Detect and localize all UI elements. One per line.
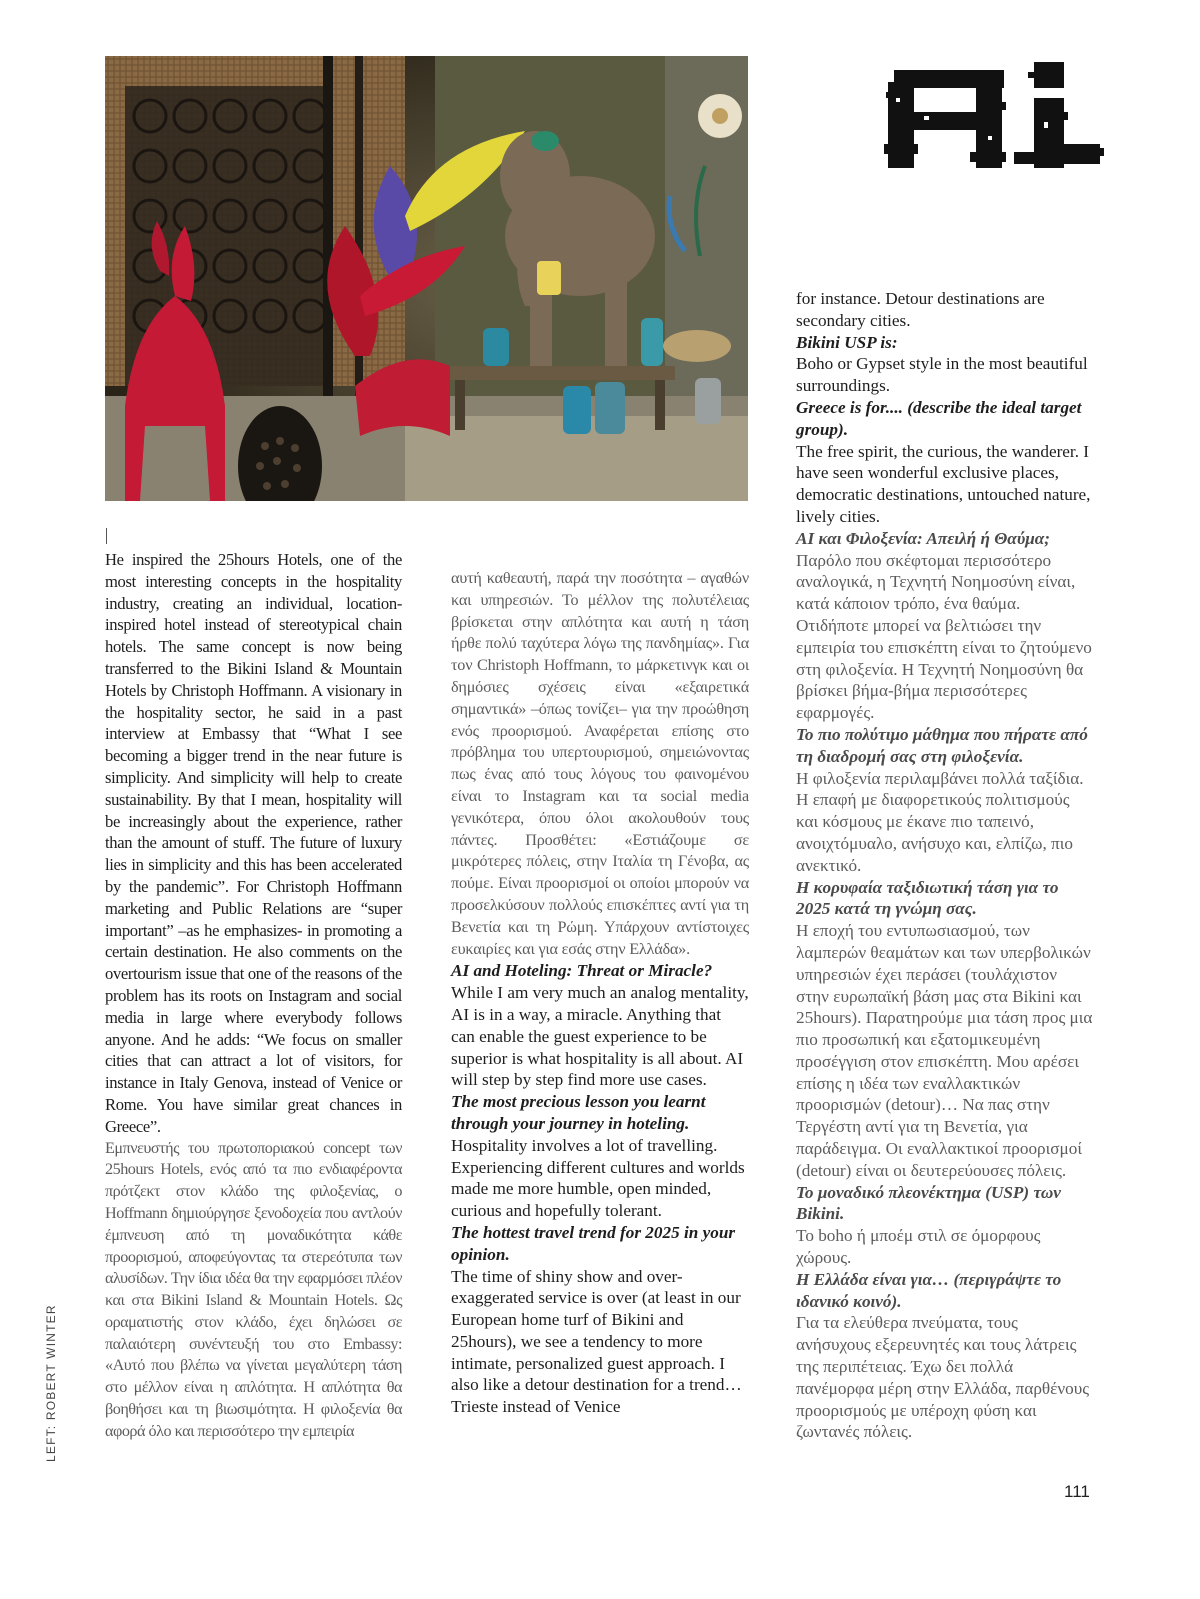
answer-travel-trend-continued: for instance. Detour destinations are secondary cities.	[796, 289, 1045, 330]
ai-logo-icon	[884, 52, 1106, 172]
greek-question-trend: Η κορυφαία ταξιδιωτική τάση για το 2025 κατά τη γνώμη σας.	[796, 877, 1059, 919]
answer-ai-hoteling: While I am very much an analog mentality, AI is in a way, a miracle. Anything that can enable the guest experience to be superior is what hospitality is all about. AI will step by step find more use cases.	[451, 983, 749, 1090]
col1-english-paragraph: He inspired the 25hours Hotels, one of the most interesting concepts in the hospitality industry, creating an individual, location-inspired hotel instead of stereotypical chain hotels. The same concept is now being transferred to the Bikini Island & Mountain Hotels by Christoph Hoffmann. A visionary in the hospitality sector, he said in a past interview at Embassy that “What I see becoming a bigger trend in the near future is simplicity. And simplicity will help to create sustainability. By that I mean, hospitality will be increasingly about the experience, rather than the amount of stuff. The future of luxury lies in simplicity and this has been accelerated by the pandemic”. For Christoph Hoffmann marketing and Public Relations are “super important” –as he emphasizes- in promoting a certain destination. He also comments on the overtourism issue that one of the reasons of the problem has its roots on Instagram and social media in large where everybody follows anyone. And he adds: “We focus on smaller cities that can attract a lot of visitors, for instance in Italy Genova, instead of Venice or Rome. You have similar great chances in Greece”.	[105, 550, 402, 1136]
greek-answer-greece: Για τα ελεύθερα πνεύματα, τους ανήσυχους εξερευνητές και τους λάτρεις της περιπέτειας. Έχω δει πολλά πανέμορφα μέρη στην Ελλάδα, παρθένους προορισμούς με υπέροχη φύση και ζωντανές πόλεις.	[796, 1313, 1090, 1442]
greek-answer-lesson: Η φιλοξενία περιλαμβάνει πολλά ταξίδια. Η επαφή με διαφορετικούς πολιτισμούς και κόσμους με έκανε πιο ταπεινό, ανοιχτόμυαλο, ανήσυχο και, ελπίζω, πιο ανεκτικό.	[796, 768, 1084, 875]
question-precious-lesson: The most precious lesson you learnt through your journey in hoteling.	[451, 1092, 706, 1133]
col1-greek-paragraph: Εμπνευστής του πρωτοποριακού concept των 25hours Hotels, ενός από τα πιο ενδιαφέροντα πρότζεκτ στον κλάδο της φιλοξενίας, ο Hoffmann δημιούργησε ξενοδοχεία που αντλούν έμπνευση από τη μοναδικότητα κάθε προορισμού, αποφεύγοντας τα στερεότυπα των αλυσίδων. Την ίδια ιδέα θα την εφαρμόσει πλέον και στα Bikini Island & Mountain Hotels. Ως οραματιστής στον κλάδο, έχει δηλώσει σε παλαιότερη συνέντευξή του στο Embassy: «Αυτό που βλέπω να γίνεται μεγαλύτερη τάση στο μέλλον είναι η απλότητα. Η απλότητα θα βοηθήσει και τη βιωσιμότητα. Η φιλοξενία θα αφορά όλο και περισσότερο την εμπειρία	[105, 1138, 402, 1440]
photo-illustration	[105, 56, 748, 501]
article-column-3	[796, 288, 1094, 1443]
greek-question-usp: Το μοναδικό πλεονέκτημα (USP) των Bikini.	[796, 1182, 1061, 1224]
ai-logo	[884, 52, 1106, 172]
greek-answer-usp: Το boho ή μποέμ στιλ σε όμορφους χώρους.	[796, 1226, 1041, 1268]
question-bikini-usp: Bikini USP is:	[796, 332, 898, 352]
article-column-1	[105, 549, 402, 1443]
greek-answer-ai: Παρόλο που σκέφτομαι περισσότερο αναλογικά, η Τεχνητή Νοημοσύνη είναι, κατά κάποιον τρόπο, ένα θαύμα. Οτιδήποτε μπορεί να βελτιώσει την εμπειρία του επισκέπτη είναι το ζητούμενο στη φιλοξενία. Η Τεχνητή Νοημοσύνη θα βρίσκει βήμα-βήμα περισσότερες εφαρμογές.	[796, 550, 1092, 723]
answer-greece-is-for: The free spirit, the curious, the wanderer. I have seen wonderful exclusive places, democratic destinations, untouched nature, lively cities.	[796, 441, 1091, 526]
question-ai-hoteling: AI and Hoteling: Threat or Miracle?	[451, 961, 713, 981]
answer-bikini-usp: Boho or Gypset style in the most beautiful surroundings.	[796, 354, 1088, 396]
col2-greek-paragraph: αυτή καθεαυτή, παρά την ποσότητα – αγαθών και υπηρεσιών. Το μέλλον της πολυτέλειας βρίσκεται στην απλότητα και αυτή η τάση ήρθε πολύ ταχύτερα λόγω της πανδημίας». Για τον Christoph Hoffmann, το μάρκετινγκ και οι δημόσιες σχέσεις είναι «εξαιρετικά σημαντικά» –όπως τονίζει– για την προώθηση ενός προορισμού. Αναφέρεται επίσης στο πρόβλημα του υπερτουρισμού, σημειώνοντας πως ένας από τους λόγους του φαινομένου είναι το Instagram και τα social media γενικότερα, όπου όλοι ακολουθούν τους πάντες. Προσθέτει: «Εστιάζουμε σε μικρότερες πόλεις, στην Ιταλία τη Γένοβα, ας πούμε. Είναι προορισμοί οι οποίοι μπορούν να προσελκύσουν πολλούς επισκέπτες αντί για τη Βενετία και τη Ρώμη. Υπάρχουν αντίστοιχες ευκαιρίες και για εσάς στην Ελλάδα».	[451, 569, 749, 958]
answer-precious-lesson: Hospitality involves a lot of travelling. Experiencing different cultures and worlds made me more humble, open minded, curious and hopefully tolerant.	[451, 1135, 745, 1221]
hotel-lobby-photo	[105, 56, 748, 501]
page-number: 111	[1064, 1482, 1090, 1501]
question-travel-trend: The hottest travel trend for 2025 in your opinion.	[451, 1222, 736, 1264]
answer-travel-trend: The time of shiny show and over-exaggerated service is over (at least in our European home turf of Bikini and 25hours), we see a tendency to more intimate, personalized guest approach. I also like a detour destination for a trend… Trieste instead of Venice	[451, 1266, 742, 1417]
greek-answer-trend: Η εποχή του εντυπωσιασμού, των λαμπερών θεαμάτων και των υπερβολικών υπηρεσιών έχει περάσει (τουλάχιστον στην ευρωπαϊκή βάση μας στα Bikini και 25hours). Παρατηρούμε μια τάση προς μια πιο προσωπική και εξατομικευμένη προσέγγιση στον επισκέπτη. Μου αρέσει επίσης η ιδέα των εναλλακτικών προορισμών (detour)… Να πας στην Τεργέστη αντί για τη Βενετία, για παράδειγμα. Οι εναλλακτικοί προορισμοί (detour) είναι οι δευτερεύουσες πόλεις.	[796, 921, 1093, 1180]
question-greece-is-for: Greece is for.... (describe the ideal target group).	[796, 397, 1082, 439]
text-cursor-mark	[106, 528, 107, 544]
greek-question-lesson: Το πιο πολύτιμο μάθημα που πήρατε από τη διαδρομή σας στη φιλοξενία.	[796, 724, 1088, 766]
article-column-2	[451, 568, 749, 1418]
greek-question-greece: Η Ελλάδα είναι για… (περιγράψτε το ιδανικό κοινό).	[796, 1269, 1062, 1311]
photo-credit: LEFT: ROBERT WINTER	[44, 1304, 58, 1462]
greek-question-ai: AI και Φιλοξενία: Απειλή ή Θαύμα;	[796, 528, 1051, 548]
